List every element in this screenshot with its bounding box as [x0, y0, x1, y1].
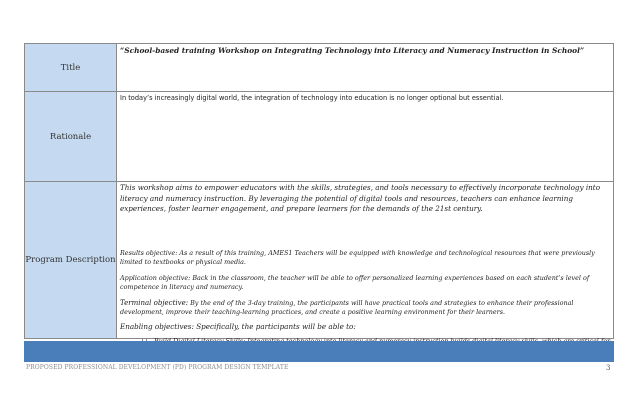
page-number: 3: [606, 364, 611, 372]
footer-bar: [24, 341, 614, 362]
terminal-objective-label: Terminal objective:: [120, 298, 189, 307]
title-label: Title: [24, 44, 117, 91]
program-design-table: [24, 43, 614, 339]
application-objective: Application objective: Back in the classroom, the teacher will be able to offer personalized learning experiences based on each student’s level of competence in literacy and numeracy.: [120, 273, 590, 292]
program-description-row: [24, 182, 614, 339]
terminal-objective-text: By the end of the 3-day training, the participants will have practical tools and strategies to enhance their professional development, improve their teaching-learning practices, and create a positive learning environment for their learners.: [120, 298, 574, 317]
title-cell: [117, 44, 614, 91]
rationale-label: Rationale: [24, 92, 117, 181]
title-text: “School-based training Workshop on Integrating Technology into Literacy and Numeracy Instruction in School”: [120, 46, 585, 55]
rationale-cell: [117, 92, 614, 181]
enabling-objectives: Enabling objectives: Specifically, the participants will be able to:: [120, 322, 356, 332]
rationale-row: [24, 92, 614, 182]
title-row: [24, 44, 614, 92]
program-intro: This workshop aims to empower educators with the skills, strategies, and tools necessary to effectively incorporate technology into literacy and numeracy instruction. By leveraging the potential of digital tools and resources, teachers can enhance learning experiences, foster learner engagement, and prepare learners for the demands of the 21st century.: [120, 183, 601, 213]
footer-text: PROPOSED PROFESSIONAL DEVELOPMENT (PD) PROGRAM DESIGN TEMPLATE: [26, 364, 289, 371]
program-description-cell: [117, 182, 614, 338]
terminal-objective: [120, 299, 610, 318]
program-description-label: Program Description: [24, 182, 117, 338]
rationale-text: In today’s increasingly digital world, the integration of technology into education is no longer optional but essential.: [120, 94, 504, 102]
results-objective: Results objective: As a result of this training, AMES1 Teachers will be equipped with knowledge and technological resources that were previously limited to textbooks or physical media.: [120, 248, 595, 267]
